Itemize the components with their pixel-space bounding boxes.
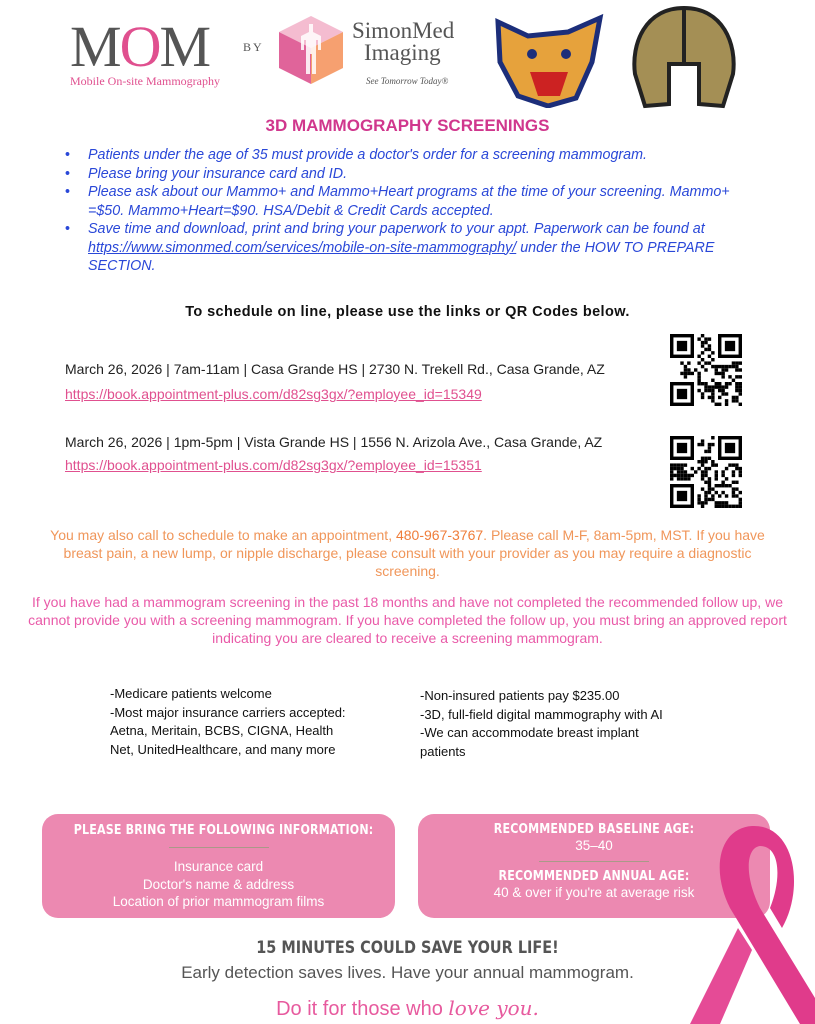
- qr-code-icon[interactable]: [670, 436, 742, 508]
- bullet-item: • Patients under the age of 35 must provide a doctor's order for a screening mammogram.: [65, 146, 745, 165]
- bullet-item: • Save time and download, print and bring your paperwork to your appt. Paperwork can be found at https://www.simonmed.com/services/mobile-on-site-mammography/ under the HOW TO PREPARE SECTION.: [65, 220, 745, 276]
- simonmed-cube-icon: [277, 14, 345, 86]
- bullet-item: • Please ask about our Mammo+ and Mammo+Heart programs at the time of your screening. Mammo+ =$50. Mammo+Heart=$90. HSA/Debit & Credit Cards accepted.: [65, 183, 745, 220]
- phone-scheduling-note: You may also call to schedule to make an appointment, 480-967-3767. Please call M-F, 8am-5pm, MST. If you have breast pain, a new lump, or nipple discharge, please consult with your provider as you may require a diagnostic screening.: [50, 527, 765, 579]
- booking-link[interactable]: https://book.appointment-plus.com/d82sg3gx/?employee_id=15349: [65, 386, 482, 402]
- follow-up-notice: If you have had a mammogram screening in the past 18 months and have not completed the recommended follow up, we cannot provide you with a screening mammogram. If you have completed the follow up, you must bring an approved report indicating you are cleared to receive a screening mammogram.: [28, 594, 787, 646]
- mom-subtitle: Mobile On-site Mammography: [70, 74, 220, 88]
- pricing-column: -Non-insured patients pay $235.00 -3D, full-field digital mammography with AI -We can accommodate breast implant patients: [420, 688, 663, 759]
- age-box: RECOMMENDED BASELINE AGE: 35–40 RECOMMENDED ANNUAL AGE: 40 & over if you're at average risk: [418, 814, 770, 918]
- spartan-helmet-icon: [625, 4, 743, 110]
- paperwork-link[interactable]: https://www.simonmed.com/services/mobile-on-site-mammography/: [88, 239, 517, 256]
- pink-ribbon-icon: [690, 818, 815, 1024]
- info-bullets: [65, 146, 745, 276]
- bullet-item: • Please bring your insurance card and ID.: [65, 165, 745, 184]
- event-details: March 26, 2026 | 7am-11am | Casa Grande HS | 2730 N. Trekell Rd., Casa Grande, AZ: [65, 361, 605, 377]
- by-label: BY: [243, 40, 264, 54]
- qr-code-icon[interactable]: [670, 334, 742, 406]
- phone-number[interactable]: 480-967-3767: [395, 527, 484, 543]
- page-title: 3D MAMMOGRAPHY SCREENINGS: [265, 116, 550, 135]
- schedule-instructions: To schedule on line, please use the links or QR Codes below.: [185, 304, 630, 320]
- booking-link[interactable]: https://book.appointment-plus.com/d82sg3gx/?employee_id=15351: [65, 457, 482, 473]
- slogan-cta: Do it for those who love you.: [276, 996, 539, 1020]
- bring-info-box: PLEASE BRING THE FOLLOWING INFORMATION: Insurance card Doctor's name & address Location of prior mammogram films: [42, 814, 395, 918]
- slogan-headline: 15 MINUTES COULD SAVE YOUR LIFE!: [256, 938, 559, 958]
- mom-logo: MOM Mobile On-site Mammography: [70, 18, 240, 88]
- slogan-line: Early detection saves lives. Have your annual mammogram.: [181, 963, 634, 982]
- wildcat-mascot-icon: [488, 12, 610, 108]
- event-details: March 26, 2026 | 1pm-5pm | Vista Grande HS | 1556 N. Arizola Ave., Casa Grande, AZ: [65, 434, 603, 450]
- coverage-column: -Medicare patients welcome -Most major insurance carriers accepted: Aetna, Meritain, BCBS, CIGNA, Health Net, UnitedHealthcare, and many more: [110, 686, 346, 757]
- simonmed-logo: SimonMed Imaging See Tomorrow Today®: [352, 18, 455, 86]
- bring-heading: PLEASE BRING THE FOLLOWING INFORMATION:: [73, 822, 374, 838]
